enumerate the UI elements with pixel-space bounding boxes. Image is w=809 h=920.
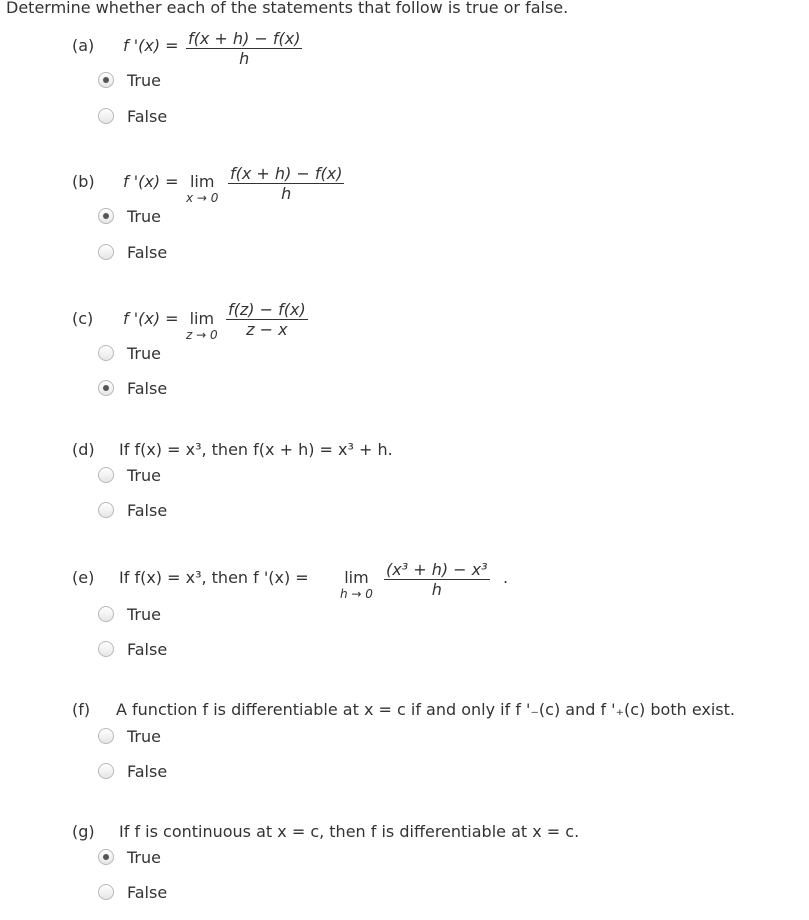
instructions: Determine whether each of the statements that follow is true or false.	[6, 0, 569, 17]
question-a-denominator: h	[239, 49, 250, 68]
question-g-false-label[interactable]: False	[127, 883, 168, 902]
question-e-lim-word: lim	[344, 568, 369, 587]
question-f-false-radio[interactable]	[98, 763, 114, 779]
question-c-false-label[interactable]: False	[127, 379, 168, 398]
question-d-true-label[interactable]: True	[127, 466, 161, 485]
question-c-true-radio[interactable]	[98, 345, 114, 361]
question-e-label: (e)	[72, 568, 95, 587]
question-e-suffix: .	[503, 568, 509, 587]
question-d-true-radio[interactable]	[98, 467, 114, 483]
question-e-lim-sub: h → 0	[340, 587, 373, 601]
question-d-label: (d)	[72, 440, 95, 459]
question-e-limit	[340, 570, 373, 600]
question-e-numerator: (x³ + h) − x³	[386, 560, 488, 579]
question-b-denominator: h	[281, 184, 292, 203]
question-g-true-radio[interactable]	[98, 849, 114, 865]
question-e-fraction	[384, 562, 490, 598]
question-g-true-label[interactable]: True	[127, 848, 161, 867]
question-g-false-radio[interactable]	[98, 884, 114, 900]
question-b-numerator: f(x + h) − f(x)	[230, 164, 343, 183]
question-c-true-label[interactable]: True	[127, 344, 161, 363]
question-a-true-label[interactable]: True	[127, 71, 161, 90]
question-a-lhs: f '(x) =	[123, 36, 179, 55]
question-e-true-label[interactable]: True	[127, 605, 161, 624]
question-e-prefix: If f(x) = x³, then f '(x) =	[119, 568, 309, 587]
question-c-label: (c)	[72, 309, 94, 328]
question-b-false-label[interactable]: False	[127, 243, 168, 262]
question-e-false-label[interactable]: False	[127, 640, 168, 659]
question-g-statement: If f is continuous at x = c, then f is differentiable at x = c.	[119, 822, 580, 841]
question-c-denominator: z − x	[246, 320, 288, 339]
question-e-false-radio[interactable]	[98, 641, 114, 657]
question-c-fraction	[226, 302, 308, 338]
question-b-true-radio[interactable]	[98, 208, 114, 224]
question-b-limit	[186, 174, 218, 204]
question-e-denominator: h	[431, 580, 442, 599]
question-b-lim-sub: x → 0	[186, 191, 219, 205]
question-a-fraction	[186, 31, 302, 67]
question-a-true-radio[interactable]	[98, 72, 114, 88]
question-c-false-radio[interactable]	[98, 380, 114, 396]
question-c-limit	[186, 311, 218, 341]
question-a-false-radio[interactable]	[98, 108, 114, 124]
question-f-statement: A function f is differentiable at x = c if and only if f '₋(c) and f '₊(c) both exist.	[116, 700, 735, 719]
question-f-false-label[interactable]: False	[127, 762, 168, 781]
question-b-true-label[interactable]: True	[127, 207, 161, 226]
question-c-lhs: f '(x) =	[123, 309, 179, 328]
question-f-true-label[interactable]: True	[127, 727, 161, 746]
question-c-lim-word: lim	[189, 309, 215, 328]
question-c-lim-sub: z → 0	[186, 328, 218, 342]
question-b-lim-word: lim	[189, 172, 215, 191]
question-f-label: (f)	[72, 700, 91, 719]
question-d-false-radio[interactable]	[98, 502, 114, 518]
question-a-label: (a)	[72, 36, 95, 55]
question-b-fraction	[228, 166, 344, 202]
question-d-statement: If f(x) = x³, then f(x + h) = x³ + h.	[119, 440, 393, 459]
question-f-true-radio[interactable]	[98, 728, 114, 744]
question-b-false-radio[interactable]	[98, 244, 114, 260]
question-c-numerator: f(z) − f(x)	[228, 300, 306, 319]
question-b-label: (b)	[72, 172, 95, 191]
question-e-true-radio[interactable]	[98, 606, 114, 622]
question-a-false-label[interactable]: False	[127, 107, 168, 126]
question-d-false-label[interactable]: False	[127, 501, 168, 520]
question-g-label: (g)	[72, 822, 95, 841]
question-a-numerator: f(x + h) − f(x)	[188, 29, 301, 48]
question-b-lhs: f '(x) =	[123, 172, 179, 191]
